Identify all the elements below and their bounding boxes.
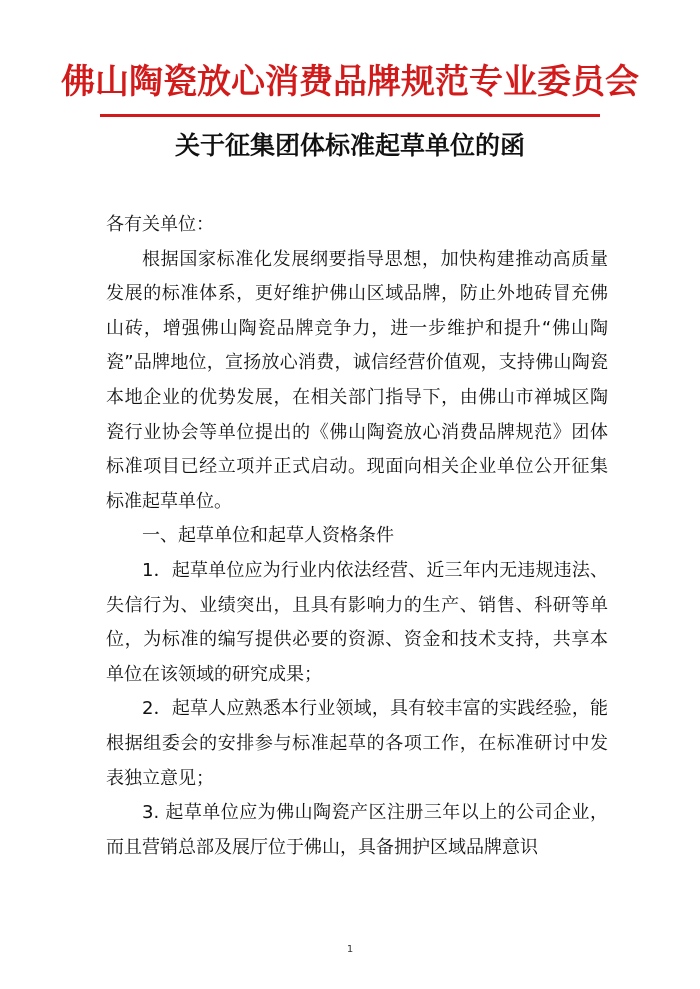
document-body <box>106 208 608 865</box>
page-number: 1 <box>346 944 354 955</box>
paragraph-item-3: 3. 起草单位应为佛山陶瓷产区注册三年以上的公司企业，而且营销总部及展厅位于佛山，具备拥护区域品牌意识 <box>106 802 608 858</box>
paragraph-intro: 根据国家标准化发展纲要指导思想，加快构建推动高质量发展的标准体系，更好维护佛山区域品牌，防止外地砖冒充佛山砖，增强佛山陶瓷品牌竞争力，进一步维护和提升“佛山陶瓷”品牌地位，宣扬放心消费，诚信经营价值观，支持佛山陶瓷本地企业的优势发展，在相关部门指导下，由佛山市禅城区陶瓷行业协会等单位提出的《佛山陶瓷放心消费品牌规范》团体标准项目已经立项并正式启动。现面向相关企业单位公开征集标准起草单位。 <box>106 248 608 512</box>
document-title: 关于征集团体标准起草单位的函 <box>174 131 525 160</box>
paragraph-item-2: 2．起草人应熟悉本行业领域，具有较丰富的实践经验，能根据组委会的安排参与标准起草的各项工作，在标准研讨中发表独立意见； <box>106 698 608 789</box>
header-divider <box>100 114 600 117</box>
paragraph-item-1: 1．起草单位应为行业内依法经营、近三年内无违规违法、失信行为、业绩突出，且具有影响力的生产、销售、科研等单位，为标准的编写提供必要的资源、资金和技术支持，共享本单位在该领域的研究成果； <box>106 559 608 685</box>
section-heading-qualifications: 一、起草单位和起草人资格条件 <box>142 525 394 547</box>
salutation: 各有关单位： <box>106 214 214 235</box>
organization-header: 佛山陶瓷放心消费品牌规范专业委员会 <box>61 62 639 102</box>
